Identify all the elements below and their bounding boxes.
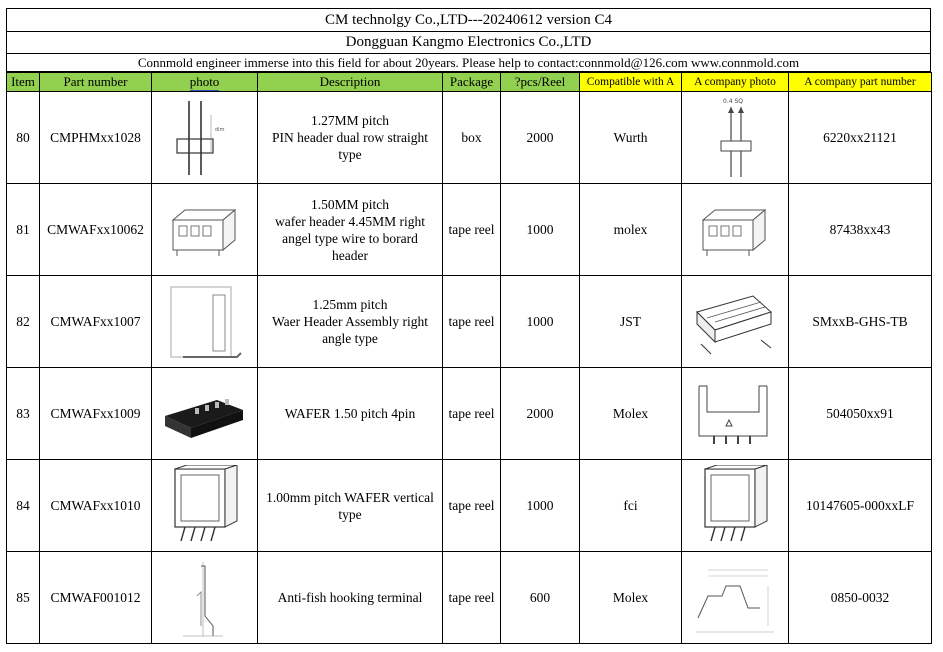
pin-header-drawing-icon — [693, 95, 777, 181]
cell-a-part-number: SMxxB-GHS-TB — [789, 276, 932, 368]
cell-a-part-number: 504050xx91 — [789, 368, 932, 460]
cell-package: tape reel — [443, 184, 501, 276]
cell-compatible: Molex — [580, 552, 682, 644]
cell-part-number: CMPHMxx1028 — [40, 92, 152, 184]
col-compatible: Compatible with A — [580, 73, 682, 92]
contact-notice: Connmold engineer immerse into this field for about 20years. Please help to contact:connmold@126.com www.connmold.com — [6, 54, 931, 72]
cell-qty: 600 — [501, 552, 580, 644]
cell-photo — [152, 552, 258, 644]
cell-a-photo — [682, 460, 789, 552]
cell-description: Anti-fish hooking terminal — [258, 552, 443, 644]
cell-compatible: fci — [580, 460, 682, 552]
col-part-number: Part number — [40, 73, 152, 92]
cell-qty: 1000 — [501, 276, 580, 368]
cell-package: tape reel — [443, 368, 501, 460]
table-row — [7, 368, 932, 460]
cell-a-photo — [682, 368, 789, 460]
cell-a-photo — [682, 92, 789, 184]
vertical-wafer-icon — [163, 465, 247, 547]
wafer-header-icon — [693, 190, 777, 270]
terminal-dimension-drawing-icon — [688, 556, 782, 640]
table-row — [7, 460, 932, 552]
cell-package: tape reel — [443, 276, 501, 368]
cell-item: 84 — [7, 460, 40, 552]
cell-qty: 2000 — [501, 92, 580, 184]
cell-description: 1.25mm pitch Waer Header Assembly right angle type — [258, 276, 443, 368]
cell-a-part-number: 0850-0032 — [789, 552, 932, 644]
wafer-side-drawing-icon — [163, 281, 247, 363]
col-pcs-reel: ?pcs/Reel — [501, 73, 580, 92]
cell-item: 81 — [7, 184, 40, 276]
catalog-sheet — [6, 8, 931, 644]
cell-a-part-number: 6220xx21121 — [789, 92, 932, 184]
col-a-part-number: A company part number — [789, 73, 932, 92]
cell-part-number: CMWAFxx1010 — [40, 460, 152, 552]
col-description: Description — [258, 73, 443, 92]
cell-a-part-number: 87438xx43 — [789, 184, 932, 276]
col-item: Item — [7, 73, 40, 92]
cell-photo — [152, 460, 258, 552]
cell-description: 1.50MM pitch wafer header 4.45MM right angel type wire to borard header — [258, 184, 443, 276]
cell-qty: 1000 — [501, 460, 580, 552]
black-wafer-icon — [161, 376, 249, 452]
col-photo: photo — [152, 73, 258, 92]
cell-a-photo — [682, 184, 789, 276]
company-name: Dongguan Kangmo Electronics Co.,LTD — [6, 32, 931, 54]
cell-compatible: Wurth — [580, 92, 682, 184]
cell-a-part-number: 10147605-000xxLF — [789, 460, 932, 552]
cell-description: 1.27MM pitch PIN header dual row straight type — [258, 92, 443, 184]
cell-part-number: CMWAFxx10062 — [40, 184, 152, 276]
cell-photo — [152, 184, 258, 276]
cell-photo — [152, 276, 258, 368]
cell-item: 85 — [7, 552, 40, 644]
cell-compatible: JST — [580, 276, 682, 368]
wafer-assembly-icon — [691, 282, 779, 362]
table-header-row — [7, 73, 932, 92]
cell-a-photo — [682, 276, 789, 368]
col-package: Package — [443, 73, 501, 92]
terminal-drawing-icon — [173, 556, 237, 640]
cell-description: 1.00mm pitch WAFER vertical type — [258, 460, 443, 552]
wafer-front-drawing-icon — [693, 378, 777, 450]
cell-item: 80 — [7, 92, 40, 184]
cell-part-number: CMWAFxx1009 — [40, 368, 152, 460]
cell-item: 82 — [7, 276, 40, 368]
cell-compatible: molex — [580, 184, 682, 276]
cell-package: box — [443, 92, 501, 184]
wafer-header-icon — [163, 190, 247, 270]
table-row — [7, 552, 932, 644]
cell-item: 83 — [7, 368, 40, 460]
parts-table — [6, 72, 932, 644]
table-row — [7, 92, 932, 184]
cell-photo — [152, 368, 258, 460]
col-a-photo: A company photo — [682, 73, 789, 92]
cell-a-photo — [682, 552, 789, 644]
cell-package: tape reel — [443, 460, 501, 552]
pin-header-icon — [163, 95, 247, 181]
cell-qty: 1000 — [501, 184, 580, 276]
cell-photo — [152, 92, 258, 184]
table-row — [7, 276, 932, 368]
sheet-title: CM technolgy Co.,LTD---20240612 version C4 — [6, 8, 931, 32]
vertical-wafer-icon — [693, 465, 777, 547]
cell-part-number: CMWAFxx1007 — [40, 276, 152, 368]
cell-description: WAFER 1.50 pitch 4pin — [258, 368, 443, 460]
table-row — [7, 184, 932, 276]
cell-qty: 2000 — [501, 368, 580, 460]
cell-part-number: CMWAF001012 — [40, 552, 152, 644]
cell-compatible: Molex — [580, 368, 682, 460]
cell-package: tape reel — [443, 552, 501, 644]
